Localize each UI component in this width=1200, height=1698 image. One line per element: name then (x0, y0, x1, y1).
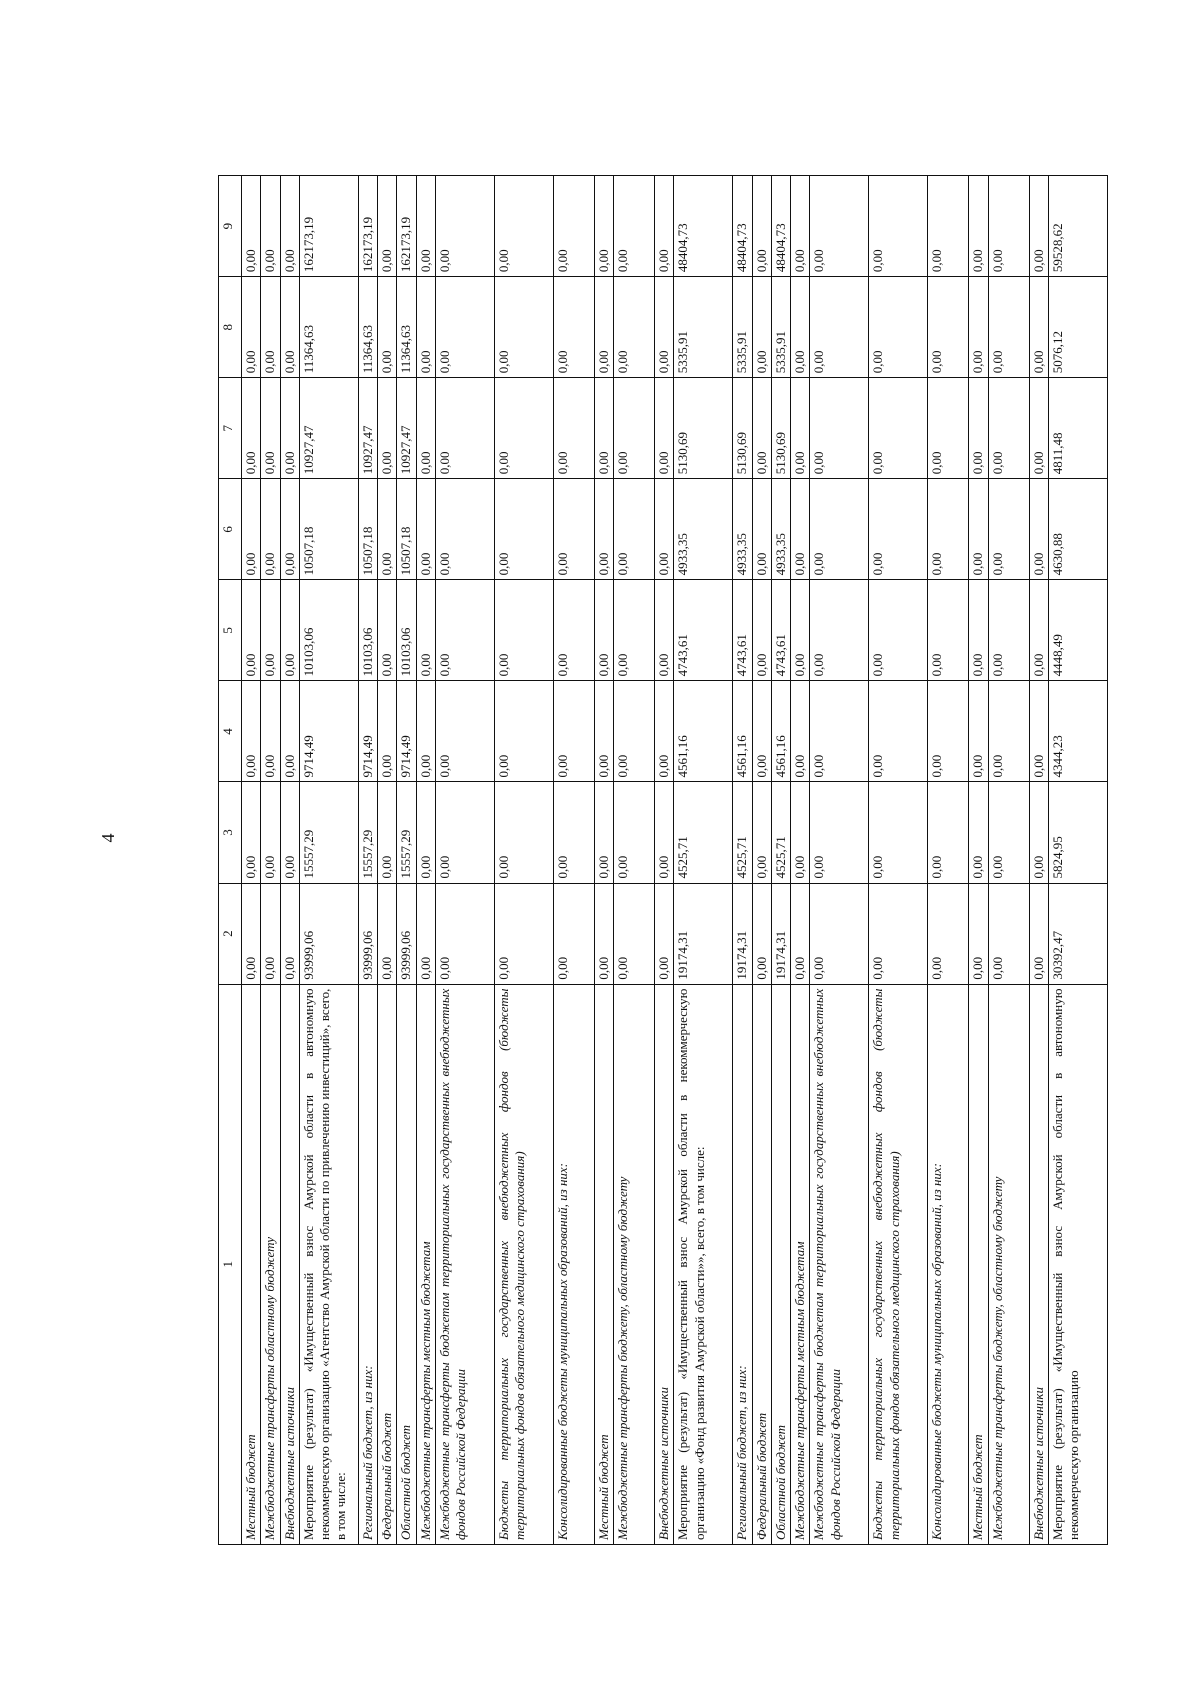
value-cell: 0,00 (969, 681, 988, 782)
table-row (771, 176, 790, 1545)
value-cell: 0,00 (494, 782, 553, 883)
value-cell: 19174,31 (733, 883, 752, 984)
value-cell: 0,00 (791, 378, 810, 479)
value-cell: 0,00 (988, 782, 1029, 883)
value-cell: 4525,71 (733, 782, 752, 883)
value-cell: 0,00 (969, 479, 988, 580)
value-cell: 5335,91 (771, 277, 790, 378)
row-label: Межбюджетные трансферты местным бюджетам (791, 984, 810, 1544)
value-cell: 0,00 (242, 883, 261, 984)
row-label: Межбюджетные трансферты бюджету, областному бюджету (614, 984, 655, 1544)
value-cell: 0,00 (791, 277, 810, 378)
value-cell: 11364,63 (397, 277, 416, 378)
value-cell: 0,00 (242, 176, 261, 277)
value-cell: 0,00 (969, 176, 988, 277)
value-cell: 0,00 (810, 378, 869, 479)
value-cell: 0,00 (752, 277, 771, 378)
value-cell: 10507,18 (299, 479, 358, 580)
value-cell: 0,00 (869, 782, 928, 883)
value-cell: 19174,31 (771, 883, 790, 984)
value-cell: 4933,35 (771, 479, 790, 580)
value-cell: 0,00 (553, 479, 594, 580)
col-header: 3 (219, 782, 242, 883)
row-label: Межбюджетные трансферты областному бюджету (261, 984, 280, 1544)
value-cell: 0,00 (494, 580, 553, 681)
value-cell: 0,00 (614, 883, 655, 984)
value-cell: 10927,47 (299, 378, 358, 479)
value-cell: 0,00 (969, 378, 988, 479)
table-row (358, 176, 377, 1545)
value-cell: 9714,49 (358, 681, 377, 782)
value-cell: 0,00 (594, 580, 613, 681)
row-label: Межбюджетные трансферты местным бюджетам (416, 984, 435, 1544)
value-cell: 0,00 (752, 378, 771, 479)
value-cell: 0,00 (494, 378, 553, 479)
value-cell: 0,00 (594, 681, 613, 782)
value-cell: 4811,48 (1048, 378, 1107, 479)
col-header: 1 (219, 984, 242, 1544)
row-label: Областной бюджет (397, 984, 416, 1544)
value-cell: 0,00 (928, 681, 969, 782)
value-cell: 0,00 (988, 176, 1029, 277)
value-cell: 4561,16 (771, 681, 790, 782)
value-cell: 0,00 (378, 681, 397, 782)
value-cell: 0,00 (378, 176, 397, 277)
col-header: 5 (219, 580, 242, 681)
value-cell: 10507,18 (397, 479, 416, 580)
table-row (655, 176, 674, 1545)
header-row (219, 176, 242, 1545)
value-cell: 0,00 (242, 681, 261, 782)
value-cell: 0,00 (614, 176, 655, 277)
value-cell: 0,00 (378, 277, 397, 378)
value-cell: 4561,16 (733, 681, 752, 782)
value-cell: 0,00 (261, 277, 280, 378)
value-cell: 0,00 (280, 883, 299, 984)
value-cell: 162173,19 (299, 176, 358, 277)
value-cell: 0,00 (280, 782, 299, 883)
value-cell: 0,00 (378, 782, 397, 883)
value-cell: 0,00 (655, 176, 674, 277)
col-header: 7 (219, 378, 242, 479)
value-cell: 0,00 (242, 378, 261, 479)
value-cell: 0,00 (553, 580, 594, 681)
value-cell: 11364,63 (358, 277, 377, 378)
row-label: Межбюджетные трансферты бюджету, областному бюджету (988, 984, 1029, 1544)
value-cell: 10927,47 (397, 378, 416, 479)
value-cell: 0,00 (791, 580, 810, 681)
value-cell: 5335,91 (674, 277, 733, 378)
value-cell: 5824,95 (1048, 782, 1107, 883)
value-cell: 0,00 (928, 580, 969, 681)
value-cell: 0,00 (988, 681, 1029, 782)
col-header: 8 (219, 277, 242, 378)
value-cell: 93999,06 (358, 883, 377, 984)
row-label: Федеральный бюджет (752, 984, 771, 1544)
value-cell: 0,00 (988, 883, 1029, 984)
value-cell: 0,00 (752, 681, 771, 782)
table-row (435, 176, 494, 1545)
value-cell: 0,00 (810, 277, 869, 378)
value-cell: 0,00 (988, 378, 1029, 479)
value-cell: 0,00 (655, 883, 674, 984)
value-cell: 59528,62 (1048, 176, 1107, 277)
value-cell: 9714,49 (299, 681, 358, 782)
table-row (416, 176, 435, 1545)
value-cell: 0,00 (280, 479, 299, 580)
row-label: Мероприятие (результат) «Имущественный взнос Амурской области в некоммерческую организацию «Фонд развития Амурской области»», всего, в том числе: (674, 984, 733, 1544)
value-cell: 10103,06 (358, 580, 377, 681)
value-cell: 5335,91 (733, 277, 752, 378)
value-cell: 4743,61 (733, 580, 752, 681)
value-cell: 0,00 (594, 176, 613, 277)
value-cell: 0,00 (810, 883, 869, 984)
value-cell: 0,00 (614, 681, 655, 782)
value-cell: 0,00 (435, 277, 494, 378)
value-cell: 0,00 (553, 277, 594, 378)
table-row (299, 176, 358, 1545)
value-cell: 0,00 (1029, 681, 1048, 782)
value-cell: 0,00 (752, 479, 771, 580)
value-cell: 0,00 (280, 681, 299, 782)
value-cell: 0,00 (280, 580, 299, 681)
value-cell: 162173,19 (397, 176, 416, 277)
value-cell: 0,00 (594, 883, 613, 984)
value-cell: 93999,06 (299, 883, 358, 984)
table-row (397, 176, 416, 1545)
row-label: Внебюджетные источники (655, 984, 674, 1544)
value-cell: 0,00 (810, 580, 869, 681)
value-cell: 0,00 (614, 580, 655, 681)
value-cell: 0,00 (242, 580, 261, 681)
value-cell: 0,00 (1029, 883, 1048, 984)
value-cell: 11364,63 (299, 277, 358, 378)
value-cell: 30392,47 (1048, 883, 1107, 984)
value-cell: 0,00 (614, 782, 655, 883)
value-cell: 0,00 (869, 681, 928, 782)
value-cell: 0,00 (869, 378, 928, 479)
value-cell: 0,00 (494, 176, 553, 277)
value-cell: 10507,18 (358, 479, 377, 580)
table-row (261, 176, 280, 1545)
value-cell: 162173,19 (358, 176, 377, 277)
table-row (810, 176, 869, 1545)
value-cell: 4448,49 (1048, 580, 1107, 681)
value-cell: 0,00 (261, 580, 280, 681)
value-cell: 4561,16 (674, 681, 733, 782)
row-label: Бюджеты территориальных государственных внебюджетных фондов (бюджеты территориальных фондов обязательного медицинского страхования) (869, 984, 928, 1544)
value-cell: 0,00 (655, 681, 674, 782)
table-row (733, 176, 752, 1545)
row-label: Бюджеты территориальных государственных внебюджетных фондов (бюджеты территориальных фондов обязательного медицинского страхования) (494, 984, 553, 1544)
value-cell: 0,00 (655, 277, 674, 378)
value-cell: 0,00 (435, 883, 494, 984)
table-row (594, 176, 613, 1545)
row-label: Региональный бюджет, из них: (358, 984, 377, 1544)
value-cell: 10103,06 (299, 580, 358, 681)
value-cell: 0,00 (869, 580, 928, 681)
value-cell: 0,00 (280, 378, 299, 479)
table-row (494, 176, 553, 1545)
table-row (674, 176, 733, 1545)
value-cell: 0,00 (988, 580, 1029, 681)
value-cell: 48404,73 (733, 176, 752, 277)
value-cell: 0,00 (614, 378, 655, 479)
row-label: Мероприятие (результат) «Имущественный взнос Амурской области в автономную некоммерческую организацию «Агентство Амурской области по привлечению инвестиций», всего, в том числе: (299, 984, 358, 1544)
value-cell: 0,00 (553, 378, 594, 479)
value-cell: 4933,35 (674, 479, 733, 580)
value-cell: 93999,06 (397, 883, 416, 984)
value-cell: 0,00 (553, 782, 594, 883)
value-cell: 0,00 (378, 479, 397, 580)
value-cell: 0,00 (594, 378, 613, 479)
value-cell: 0,00 (261, 883, 280, 984)
value-cell: 0,00 (242, 782, 261, 883)
value-cell: 0,00 (1029, 176, 1048, 277)
value-cell: 0,00 (553, 883, 594, 984)
value-cell: 0,00 (378, 580, 397, 681)
row-label: Консолидированные бюджеты муниципальных образований, из них: (553, 984, 594, 1544)
value-cell: 0,00 (791, 782, 810, 883)
value-cell: 4525,71 (771, 782, 790, 883)
value-cell: 0,00 (969, 782, 988, 883)
value-cell: 0,00 (280, 277, 299, 378)
value-cell: 5130,69 (674, 378, 733, 479)
row-label: Консолидированные бюджеты муниципальных образований, из них: (928, 984, 969, 1544)
value-cell: 0,00 (435, 479, 494, 580)
value-cell: 0,00 (752, 580, 771, 681)
value-cell: 0,00 (752, 176, 771, 277)
row-label: Мероприятие (результат) «Имущественный взнос Амурской области в автономную некоммерческую организацию (1048, 984, 1107, 1544)
value-cell: 0,00 (752, 883, 771, 984)
value-cell: 48404,73 (674, 176, 733, 277)
value-cell: 0,00 (378, 378, 397, 479)
row-label: Межбюджетные трансферты бюджетам территориальных государственных внебюджетных фондов Российской Федерации (810, 984, 869, 1544)
col-header: 6 (219, 479, 242, 580)
value-cell: 0,00 (261, 378, 280, 479)
row-label: Региональный бюджет, из них: (733, 984, 752, 1544)
value-cell: 0,00 (791, 883, 810, 984)
value-cell: 5076,12 (1048, 277, 1107, 378)
value-cell: 19174,31 (674, 883, 733, 984)
row-label: Межбюджетные трансферты бюджетам территориальных государственных внебюджетных фондов Российской Федерации (435, 984, 494, 1544)
value-cell: 0,00 (261, 176, 280, 277)
value-cell: 15557,29 (397, 782, 416, 883)
row-label: Местный бюджет (242, 984, 261, 1544)
value-cell: 0,00 (261, 479, 280, 580)
table-row (969, 176, 988, 1545)
value-cell: 4630,88 (1048, 479, 1107, 580)
value-cell: 0,00 (810, 176, 869, 277)
value-cell: 0,00 (869, 883, 928, 984)
value-cell: 0,00 (810, 681, 869, 782)
budget-table (218, 175, 1108, 1545)
value-cell: 0,00 (1029, 277, 1048, 378)
table-row (928, 176, 969, 1545)
value-cell: 0,00 (242, 479, 261, 580)
value-cell: 0,00 (928, 176, 969, 277)
value-cell: 0,00 (416, 176, 435, 277)
row-label: Федеральный бюджет (378, 984, 397, 1544)
table-row (988, 176, 1029, 1545)
value-cell: 0,00 (614, 277, 655, 378)
budget-table-rotated (218, 175, 1198, 1545)
value-cell: 10927,47 (358, 378, 377, 479)
value-cell: 0,00 (969, 277, 988, 378)
value-cell: 0,00 (752, 782, 771, 883)
value-cell: 0,00 (435, 681, 494, 782)
value-cell: 0,00 (416, 479, 435, 580)
value-cell: 0,00 (869, 277, 928, 378)
value-cell: 0,00 (553, 681, 594, 782)
value-cell: 0,00 (810, 479, 869, 580)
col-header: 2 (219, 883, 242, 984)
value-cell: 4344,23 (1048, 681, 1107, 782)
value-cell: 0,00 (378, 883, 397, 984)
col-header: 9 (219, 176, 242, 277)
value-cell: 15557,29 (358, 782, 377, 883)
row-label: Местный бюджет (594, 984, 613, 1544)
value-cell: 0,00 (655, 782, 674, 883)
value-cell: 0,00 (969, 580, 988, 681)
value-cell: 15557,29 (299, 782, 358, 883)
value-cell: 4743,61 (674, 580, 733, 681)
value-cell: 0,00 (416, 883, 435, 984)
value-cell: 0,00 (261, 681, 280, 782)
value-cell: 0,00 (1029, 479, 1048, 580)
value-cell: 5130,69 (733, 378, 752, 479)
table-body (242, 176, 1108, 1545)
table-row (1029, 176, 1048, 1545)
value-cell: 4525,71 (674, 782, 733, 883)
value-cell: 0,00 (928, 479, 969, 580)
value-cell: 0,00 (416, 681, 435, 782)
value-cell: 0,00 (655, 580, 674, 681)
value-cell: 0,00 (614, 479, 655, 580)
table-row (242, 176, 261, 1545)
table-row (1048, 176, 1107, 1545)
col-header: 4 (219, 681, 242, 782)
row-label: Областной бюджет (771, 984, 790, 1544)
value-cell: 0,00 (988, 479, 1029, 580)
value-cell: 0,00 (791, 479, 810, 580)
value-cell: 0,00 (1029, 378, 1048, 479)
value-cell: 0,00 (242, 277, 261, 378)
value-cell: 0,00 (928, 782, 969, 883)
value-cell: 10103,06 (397, 580, 416, 681)
value-cell: 0,00 (791, 176, 810, 277)
value-cell: 9714,49 (397, 681, 416, 782)
row-label: Местный бюджет (969, 984, 988, 1544)
value-cell: 0,00 (435, 378, 494, 479)
value-cell: 0,00 (869, 479, 928, 580)
table-row (614, 176, 655, 1545)
value-cell: 0,00 (869, 176, 928, 277)
value-cell: 0,00 (494, 681, 553, 782)
table-row (378, 176, 397, 1545)
value-cell: 4743,61 (771, 580, 790, 681)
value-cell: 0,00 (435, 580, 494, 681)
value-cell: 0,00 (553, 176, 594, 277)
value-cell: 0,00 (594, 277, 613, 378)
value-cell: 0,00 (494, 277, 553, 378)
value-cell: 0,00 (655, 378, 674, 479)
value-cell: 0,00 (1029, 782, 1048, 883)
value-cell: 0,00 (416, 277, 435, 378)
value-cell: 0,00 (988, 277, 1029, 378)
value-cell: 0,00 (494, 479, 553, 580)
value-cell: 0,00 (655, 479, 674, 580)
value-cell: 0,00 (810, 782, 869, 883)
value-cell: 0,00 (791, 681, 810, 782)
value-cell: 0,00 (1029, 580, 1048, 681)
value-cell: 0,00 (435, 782, 494, 883)
table-row (280, 176, 299, 1545)
value-cell: 0,00 (594, 479, 613, 580)
value-cell: 0,00 (416, 782, 435, 883)
row-label: Внебюджетные источники (280, 984, 299, 1544)
value-cell: 0,00 (928, 378, 969, 479)
table-row (752, 176, 771, 1545)
value-cell: 0,00 (928, 883, 969, 984)
table-row (553, 176, 594, 1545)
value-cell: 5130,69 (771, 378, 790, 479)
row-label: Внебюджетные источники (1029, 984, 1048, 1544)
value-cell: 0,00 (969, 883, 988, 984)
table-row (869, 176, 928, 1545)
value-cell: 0,00 (435, 176, 494, 277)
value-cell: 4933,35 (733, 479, 752, 580)
value-cell: 0,00 (416, 378, 435, 479)
value-cell: 0,00 (416, 580, 435, 681)
value-cell: 0,00 (494, 883, 553, 984)
table-row (791, 176, 810, 1545)
value-cell: 48404,73 (771, 176, 790, 277)
value-cell: 0,00 (261, 782, 280, 883)
page-number: 4 (98, 833, 118, 843)
value-cell: 0,00 (594, 782, 613, 883)
value-cell: 0,00 (280, 176, 299, 277)
value-cell: 0,00 (928, 277, 969, 378)
